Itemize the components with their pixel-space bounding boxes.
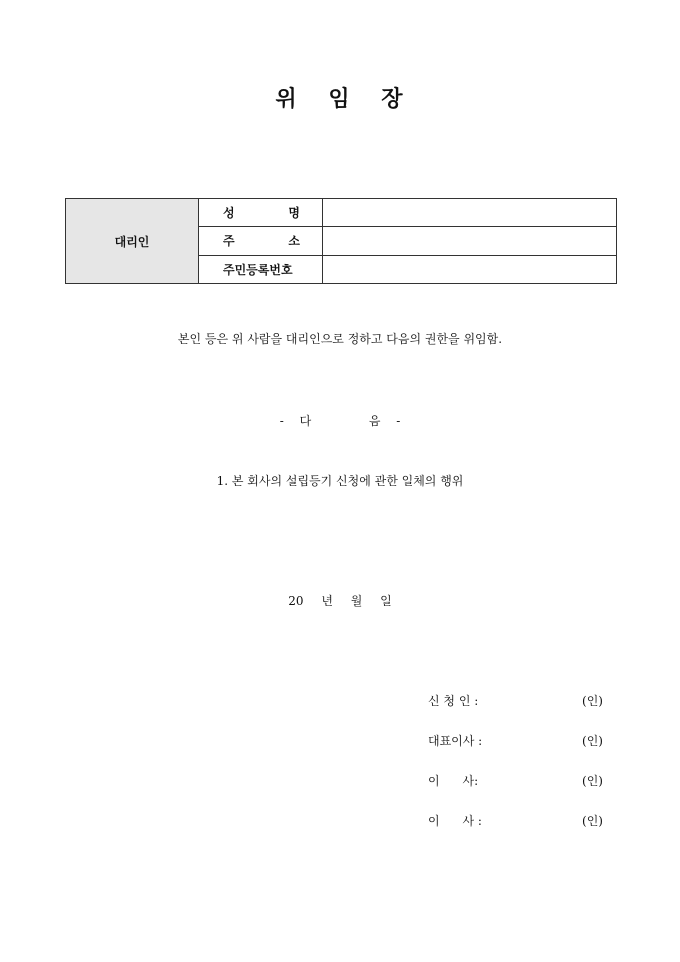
address-label — [199, 227, 323, 255]
heading-dash: - — [279, 414, 284, 428]
title-char: 임 — [328, 86, 352, 112]
signature-label: 이 사: — [428, 774, 479, 788]
seal-mark: (인) — [582, 694, 603, 708]
seal-mark: (인) — [582, 734, 603, 748]
date-year: 20 — [288, 594, 304, 608]
title-char: 위 — [275, 86, 299, 112]
document-title — [0, 82, 680, 113]
name-label — [199, 199, 323, 227]
address-value[interactable] — [323, 227, 617, 255]
heading-char: 다 — [299, 414, 312, 428]
date-month-unit: 월 — [350, 594, 363, 608]
signature-label: 신 청 인 : — [428, 694, 479, 708]
agent-label: 대리인 — [66, 199, 199, 284]
heading-dash: - — [396, 414, 401, 428]
agent-info-table — [65, 198, 617, 284]
heading-char: 음 — [368, 414, 381, 428]
signature-label: 이 사 : — [428, 814, 482, 828]
title-char: 장 — [381, 86, 405, 112]
delegation-statement: 본인 등은 위 사람을 대리인으로 정하고 다음의 권한을 위임함. — [177, 332, 503, 346]
label-text: 주민등록번호 — [223, 262, 293, 277]
delegated-item: 1. 본 회사의 설립등기 신청에 관한 일체의 행위 — [216, 474, 464, 488]
section-heading — [0, 412, 680, 429]
name-value[interactable] — [323, 199, 617, 227]
label-char: 성 — [223, 206, 235, 221]
label-char: 명 — [288, 206, 300, 221]
date-line — [0, 592, 680, 609]
label-char: 주 — [223, 234, 235, 249]
signature-label: 대표이사 : — [428, 734, 483, 748]
seal-mark: (인) — [582, 774, 603, 788]
label-char: 소 — [288, 234, 300, 249]
resident-number-value[interactable] — [323, 255, 617, 283]
seal-mark: (인) — [582, 814, 603, 828]
date-day-unit: 일 — [380, 594, 392, 608]
resident-number-label — [199, 255, 323, 283]
date-year-unit: 년 — [321, 594, 333, 608]
